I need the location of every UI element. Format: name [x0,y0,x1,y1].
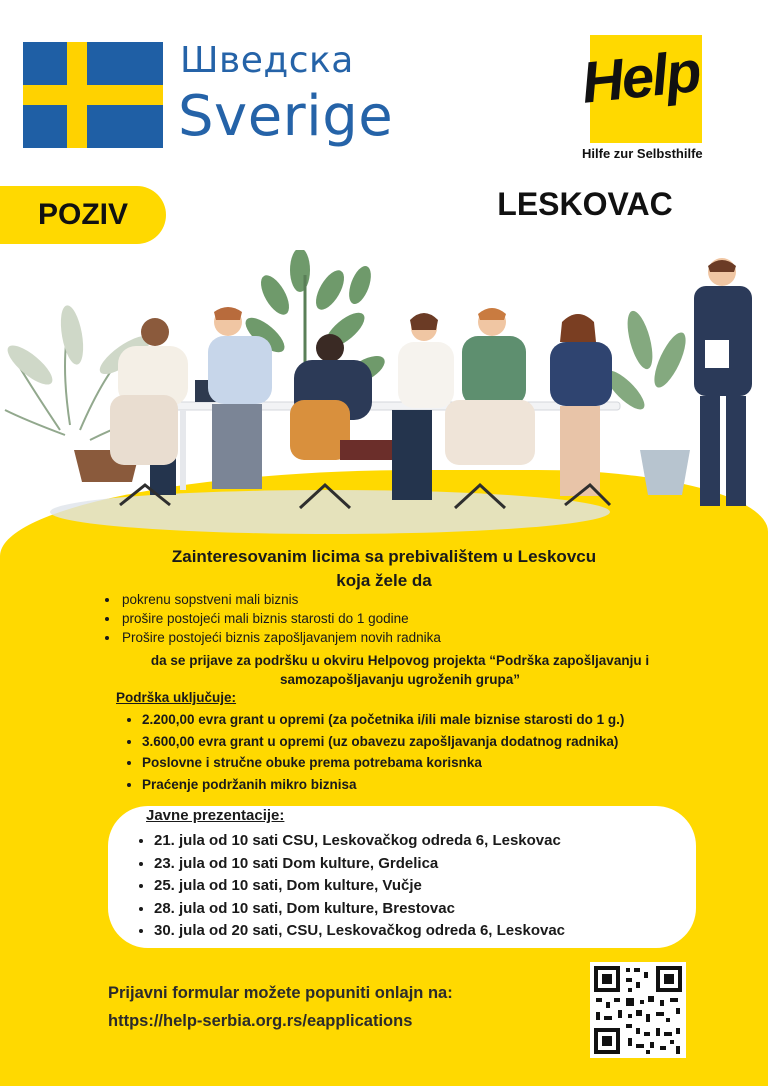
apply-line-2: samozapošljavanju ugroženih grupa” [279,672,521,687]
list-item: • 28. jula od 10 sati, Dom kulture, Brestovac [154,898,704,921]
list-item: • 2.200,00 evra grant u opremi (za početnika i/ili male biznise starosti do 1 g.) [142,709,702,731]
list-item: • 25. jula od 10 sati, Dom kulture, Vučje [154,875,704,898]
list-item: • 23. jula od 10 sati Dom kulture, Grdelica [154,853,704,876]
poziv-label: POZIV [37,198,128,231]
list-item: • 21. jula od 10 sati CSU, Leskovačkog odreda 6, Leskovac [154,830,704,853]
help-tagline: Hilfe zur Selbsthilfe [582,146,703,161]
list-item: • Poslovne i stručne obuke prema potrebama korisnka [142,752,702,774]
intro-heading [100,545,668,593]
form-url-link[interactable]: https://help-serbia.org.rs/eapplications [108,1012,413,1030]
list-item: • 3.600,00 evra grant u opremi (uz obavezu zapošljavanja dodatnog radnika) [142,731,702,753]
city-title: LESKOVAC [497,186,673,222]
list-item: • Praćenje podržanih mikro biznisa [142,774,702,796]
intro-line-1: Zainteresovanim licima sa prebivalištem u Leskovcu [171,547,597,566]
intro-line-2: koja žele da [336,571,432,590]
list-item: • prošire postojeći mali biznis starosti do 1 godine [120,609,680,628]
help-logo: Help [578,38,703,116]
sweden-flag-icon [23,42,163,148]
list-item: • 30. jula od 20 sati, CSU, Leskovačkog odreda 6, Leskovac [154,920,704,943]
goals-list [104,590,680,647]
apply-line-1: da se prijave za podršku u okviru Helpovog projekta “Podrška zapošljavanju i [150,653,650,668]
sweden-cyrillic-wordmark: Шведска [180,40,354,81]
sweden-latin-wordmark: Sverige [178,84,394,149]
support-list [124,709,702,795]
support-heading: Podrška uključuje: [116,690,237,705]
presentations-list [136,830,704,943]
list-item: • pokrenu sopstveni mali biznis [120,590,680,609]
form-label: Prijavni formular možete popuniti onlajn na: [108,984,453,1002]
presentations-heading: Javne prezentacije: [146,807,285,824]
list-item: • Prošire postojeći biznis zapošljavanjem novih radnika [120,628,680,647]
team-meeting-illustration [0,250,768,540]
apply-statement [120,651,680,689]
qr-code-icon[interactable] [590,962,686,1058]
